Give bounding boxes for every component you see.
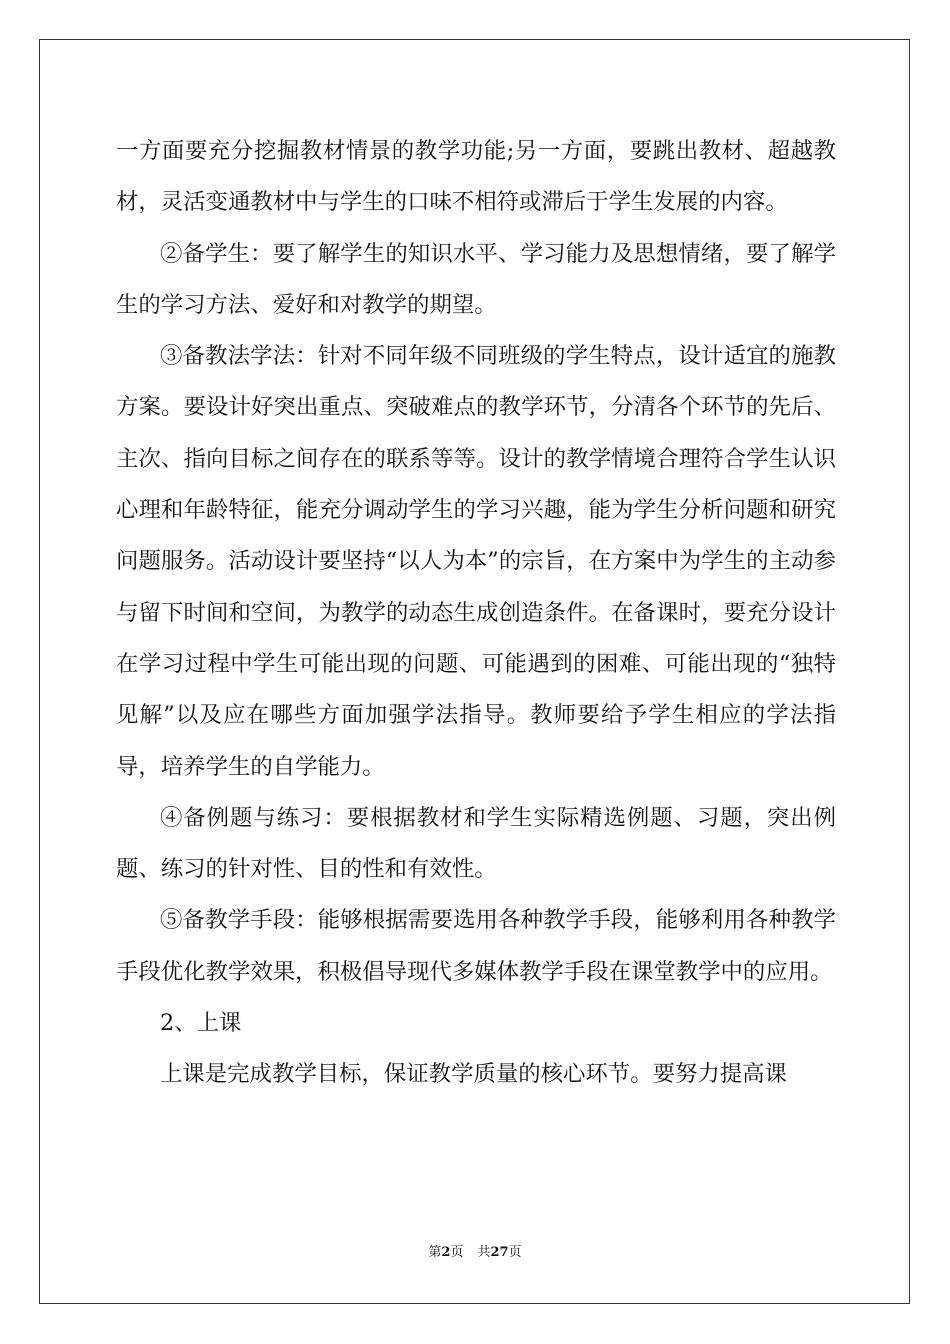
paragraph-prepare-methods: ③备教法学法：针对不同年级不同班级的学生特点，设计适宜的施教方案。要设计好突出重点、突破难点的教学环节，分清各个环节的先后、主次、指向目标之间存在的联系等等。设计的教学情境合理符合学生认识心理和年龄特征，能充分调动学生的学习兴趣，能为学生分析问题和研究问题服务。活动设计要坚持“以人为本”的宗旨，在方案中为学生的主动参与留下时间和空间，为教学的动态生成创造条件。在备课时，要充分设计在学习过程中学生可能出现的问题、可能遇到的困难、可能出现的“独特见解”以及应在哪些方面加强学法指导。教师要给予学生相应的学法指导，培养学生的自学能力。 xyxy=(116,343,836,780)
paragraph-continued: 一方面要充分挖掘教材情景的教学功能;另一方面，要跳出教材、超越教材，灵活变通教材中与学生的口味不相符或滞后于学生发展的内容。 xyxy=(116,138,836,216)
footer-page-suffix: 页 xyxy=(450,1245,464,1260)
paragraph-prepare-students: ②备学生：要了解学生的知识水平、学习能力及思想情绪，要了解学生的学习方法、爱好和对教学的期望。 xyxy=(116,240,836,318)
footer-page-prefix: 第 xyxy=(428,1245,442,1260)
page-footer xyxy=(0,1245,950,1261)
footer-total-prefix: 共 xyxy=(477,1245,491,1260)
paragraph-prepare-examples: ④备例题与练习：要根据教材和学生实际精选例题、习题，突出例题、练习的针对性、目的性和有效性。 xyxy=(116,804,836,883)
footer-total-suffix: 页 xyxy=(508,1245,522,1260)
paragraph-class: 上课是完成教学目标，保证教学质量的核心环节。要努力提高课 xyxy=(160,1061,787,1088)
footer-page-total: 27 xyxy=(490,1245,509,1260)
footer-page-current: 2 xyxy=(441,1245,451,1260)
section-heading-class: 2、上课 xyxy=(160,1010,242,1037)
paragraph-prepare-means: ⑤备教学手段：能够根据需要选用各种教学手段，能够利用各种教学手段优化教学效果，积极倡导现代多媒体教学手段在课堂教学中的应用。 xyxy=(116,907,836,985)
document-body xyxy=(116,126,836,1101)
